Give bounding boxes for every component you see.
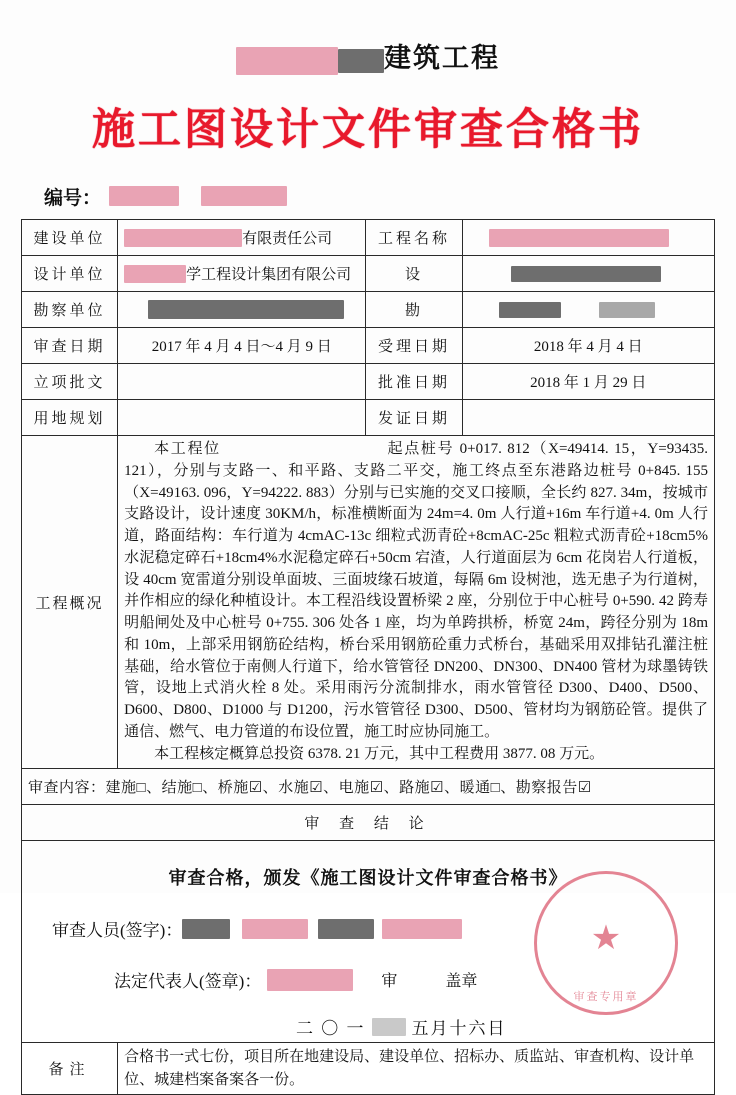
row-label-design-unit: 设计单位 [22, 256, 118, 292]
redaction-block-su [148, 300, 344, 319]
redaction-block-cu [124, 229, 242, 247]
row-label-overview: 工程概况 [22, 436, 118, 769]
row-label-issue-date: 发证日期 [366, 400, 462, 436]
issue-date-prefix: 二 〇 一 [296, 1019, 366, 1039]
redaction-block-date [372, 1018, 406, 1036]
redaction-block-legal [267, 969, 353, 991]
main-info-table [21, 219, 715, 1095]
table-row [22, 364, 715, 400]
row-value-project-approval [118, 364, 366, 400]
table-row [22, 328, 715, 364]
seal-bottom-text: 审查专用章 [573, 991, 639, 1004]
row-label-survey-unit: 勘察单位 [22, 292, 118, 328]
table-row [22, 256, 715, 292]
redaction-block-signer-3 [318, 919, 374, 939]
redaction-block-sc-1 [499, 302, 561, 318]
review-item-5[interactable]: 路施☑ [399, 780, 445, 797]
review-content-label: 审查内容： [28, 780, 106, 797]
table-row-remark [22, 1043, 715, 1095]
redaction-block-signer-2 [242, 919, 308, 939]
table-row-review-content [22, 769, 715, 805]
redaction-block-org-2 [338, 49, 384, 73]
review-content-cell: 审查内容：建施□、结施□、桥施☑、水施☑、电施☑、路施☑、暖通□、勘察报告☑ [22, 769, 715, 805]
row-label-survey-cert: 勘 [366, 292, 462, 328]
row-value-review-date: 2017 年 4 月 4 日～4 月 9 日 [118, 328, 366, 364]
document-number-row [44, 183, 736, 209]
row-value-survey-unit [118, 292, 366, 328]
redaction-block-pn [489, 229, 669, 247]
remark-label: 备注 [22, 1043, 118, 1095]
row-value-issue-date [462, 400, 714, 436]
review-item-6[interactable]: 暖通□ [459, 780, 501, 797]
row-value-design-cert [462, 256, 714, 292]
redaction-block-signer-1 [182, 919, 230, 939]
redaction-block-number-2 [201, 186, 287, 206]
overview-paragraph-1: 本工程位 起点桩号 0+017. 812（X=49414. 15，Y=93435. 121），分别与支路一、和平路、支路二平交，施工终点至东港路边桩号 0+845. 155（X=49163. 096，Y=94222. 883）分别与已实施的交叉口接顺，全长约 827. 34m，按城市支路设计，设计速度 30KM/h，标准横断面为 24m=4. 0m 人行道+16m 车行道+4. 0m 人行道，路面结构：车行道为 4cmAC-13c 细粒式沥青砼+8cmAC-25c 粗粒式沥青砼+18cm5%水泥稳定碎石+18cm4%水泥稳定碎石+50cm 宕渣，人行道面层为 6cm 花岗岩人行道板，设 40cm 宽雷道分别设单面坡、三面坡缘石坡道，每隔 6m 设树池，选无患子为行道树，并作相应的绿化种植设计。本工程沿线设置桥梁 2 座，分别位于中心桩号 0+590. 42 跨寿明船闸处及中心桩号 0+755. 306 处各 1 座，均为单跨拱桥，桥宽 24m，跨径分别为 18m 和 10m，上部采用钢筋砼结构，桥台采用钢筋砼重力式桥台，基础采用双排钻孔灌注桩基础，给水管位于南侧人行道下，给水管管径 DN200、DN300、DN400 管材为球墨铸铁管，设地上式消火栓 8 处。采用雨污分流制排水，雨水管管径 D300、D400、D500、D600、D800、D1000 与 D1200，污水管管径 D300、D500、管材均为钢筋砼管。提供了通信、燃气、电力管道的布设位置，施工时应协同施工。 [124, 441, 708, 740]
row-label-accept-date: 受理日期 [366, 328, 462, 364]
row-value-construction-unit [118, 220, 366, 256]
conclusion-body [22, 841, 715, 1043]
redaction-block-sc-2 [599, 302, 655, 318]
row-value-accept-date: 2018 年 4 月 4 日 [462, 328, 714, 364]
redaction-block-signer-4 [382, 919, 462, 939]
row-value-design-unit-text: 学工程设计集团有限公司 [186, 267, 352, 283]
table-row [22, 400, 715, 436]
review-item-7[interactable]: 勘察报告☑ [515, 780, 592, 797]
review-item-2[interactable]: 桥施☑ [217, 780, 263, 797]
conclusion-header: 审 查 结 论 [22, 805, 715, 841]
redaction-block-dc [511, 266, 661, 282]
overview-paragraph-2: 本工程核定概算总投资 6378. 21 万元，其中工程费用 3877. 08 万元。 [154, 745, 605, 762]
conclusion-title: 审查合格，颁发《施工图设计文件审查合格书》 [168, 868, 568, 889]
row-label-land-planning: 用地规划 [22, 400, 118, 436]
row-value-approve-date: 2018 年 1 月 29 日 [462, 364, 714, 400]
row-value-land-planning [118, 400, 366, 436]
row-label-project-name: 工程名称 [366, 220, 462, 256]
redaction-block-number-1 [109, 186, 179, 206]
signer-label: 审查人员(签字)： [52, 921, 183, 941]
review-item-1[interactable]: 结施□ [161, 780, 203, 797]
row-label-approve-date: 批准日期 [366, 364, 462, 400]
row-value-overview [118, 436, 715, 769]
page-title: 施工图设计文件审查合格书 [92, 107, 644, 154]
document-org-line [0, 0, 736, 76]
row-value-survey-cert [462, 292, 714, 328]
table-row-conclusion-header [22, 805, 715, 841]
seal-label-text: 审 盖章 [381, 973, 478, 991]
redaction-block-du [124, 265, 186, 283]
document-number-label: 编号： [44, 187, 102, 209]
remark-body: 合格书一式七份，项目所在地建设局、建设单位、招标办、质监站、审查机构、设计单位、城建档案备案各一份。 [118, 1043, 715, 1095]
table-row-conclusion-body [22, 841, 715, 1043]
review-item-3[interactable]: 水施☑ [278, 780, 324, 797]
legal-representative-row [114, 967, 708, 992]
table-row [22, 220, 715, 256]
redaction-block-org [236, 47, 338, 75]
row-value-design-unit [118, 256, 366, 292]
row-label-review-date: 审查日期 [22, 328, 118, 364]
review-item-4[interactable]: 电施☑ [338, 780, 384, 797]
row-label-project-approval: 立项批文 [22, 364, 118, 400]
row-label-design-cert: 设 [366, 256, 462, 292]
row-value-project-name [462, 220, 714, 256]
issue-date-row [296, 1014, 708, 1039]
table-row-overview [22, 436, 715, 769]
table-row [22, 292, 715, 328]
issue-date-suffix: 五月十六日 [411, 1019, 507, 1039]
seal-star-icon: ★ [590, 919, 622, 957]
legal-representative-label: 法定代表人(签章)： [114, 972, 262, 992]
row-value-construction-unit-text: 有限责任公司 [242, 231, 333, 247]
signer-row [52, 916, 708, 941]
row-label-construction-unit: 建设单位 [22, 220, 118, 256]
org-suffix: 建筑工程 [384, 43, 500, 73]
review-item-0[interactable]: 建施□ [105, 780, 147, 797]
